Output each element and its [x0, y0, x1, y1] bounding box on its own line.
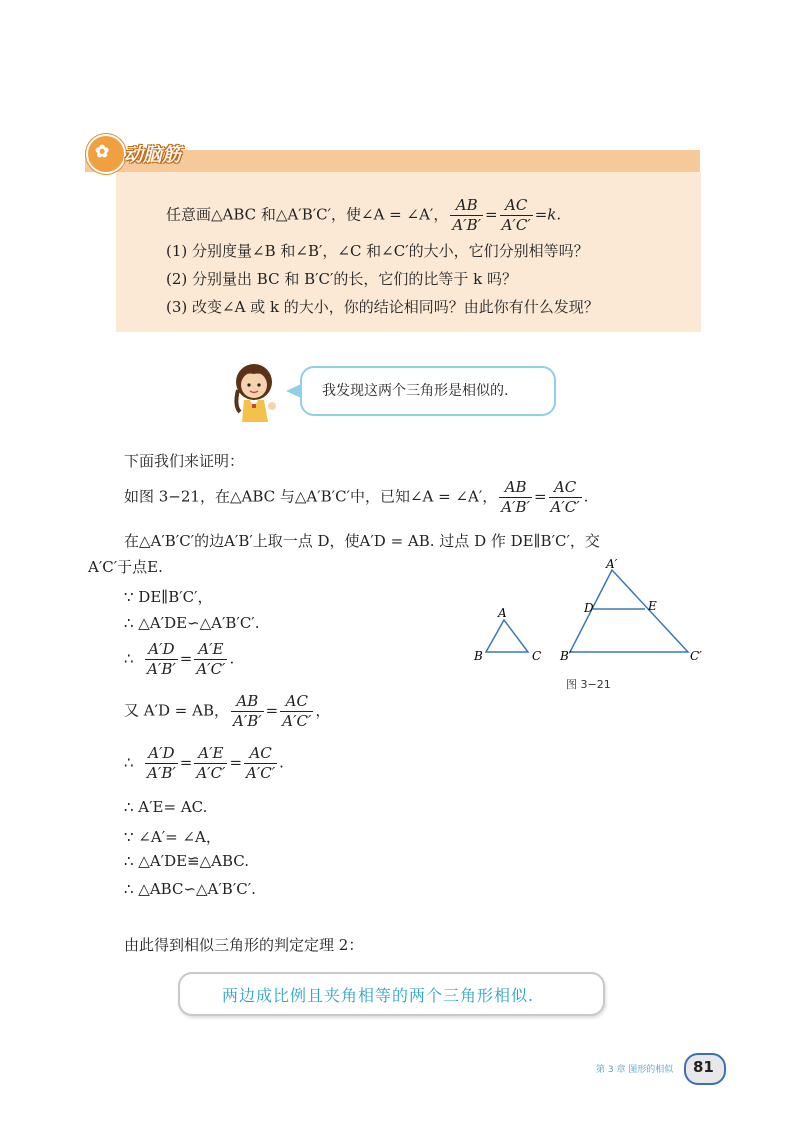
fraction: [145, 744, 178, 783]
equals-sign: =: [179, 649, 193, 668]
proof-step-8: ∴ △A′DE≌△ABC.: [124, 852, 250, 870]
fraction: [145, 640, 178, 679]
figure-3-21: [460, 556, 720, 676]
fraction: [499, 478, 532, 517]
fraction-denominator: A′B′: [147, 764, 176, 782]
fraction-denominator: A′C′: [282, 712, 312, 730]
proof-step-9: ∴ △ABC∽△A′B′C′.: [124, 880, 256, 898]
fraction-denominator: A′B′: [147, 660, 176, 678]
equals-sign: =: [265, 701, 279, 720]
fraction-numerator: AC: [244, 744, 277, 764]
speech-bubble-tail: [286, 384, 301, 398]
figure-caption: 图 3−21: [566, 678, 611, 691]
proof-intro: 下面我们来证明：: [124, 452, 245, 470]
equals-sign: =: [533, 487, 547, 506]
fraction-denominator: A′C′: [550, 498, 580, 516]
proof-construct-line2: A′C′于点E.: [88, 558, 163, 576]
fraction-denominator: A′B′: [452, 216, 481, 234]
thinking-line1-text: 任意画△ABC 和△A′B′C′，使∠A = ∠A′，: [166, 205, 449, 224]
proof-step-1: ∵ DE∥B′C′，: [124, 588, 213, 606]
fraction-numerator: AB: [499, 478, 532, 498]
proof-step-4-text: 又 A′D = AB，: [124, 701, 229, 720]
question-1: (1) 分别度量∠B 和∠B′，∠C 和∠C′的大小，它们分别相等吗？: [166, 242, 589, 260]
question-2: (2) 分别量出 BC 和 B′C′的长，它们的比等于 k 吗？: [166, 270, 518, 288]
speech-text: 我发现这两个三角形是相似的.: [322, 383, 509, 399]
comma: ，: [315, 701, 331, 720]
fraction: [194, 640, 227, 679]
label-d: D: [584, 601, 594, 615]
thinking-badge-icon: ✿: [86, 134, 126, 174]
fraction-numerator: AB: [450, 196, 483, 216]
fraction: [280, 692, 313, 731]
fraction-numerator: A′E: [194, 744, 227, 764]
therefore-symbol: ∴: [124, 649, 134, 668]
equals-sign: =: [485, 205, 498, 224]
fraction-numerator: AC: [500, 196, 533, 216]
proof-step-7: ∵ ∠A′= ∠A，: [124, 828, 221, 846]
fraction-numerator: AC: [280, 692, 313, 712]
proof-conclusion: 由此得到相似三角形的判定定理 2：: [124, 936, 364, 954]
fraction: [231, 692, 264, 731]
label-b: B: [474, 649, 483, 663]
fraction-numerator: A′D: [145, 640, 178, 660]
girl-illustration: [228, 360, 284, 424]
proof-step-2: ∴ △A′DE∽△A′B′C′.: [124, 614, 260, 632]
proof-step-6: ∴ A′E= AC.: [124, 798, 208, 816]
label-c: C: [532, 649, 542, 663]
proof-given: [124, 478, 588, 517]
fraction: [549, 478, 582, 517]
period: .: [279, 753, 284, 772]
fraction-denominator: A′C′: [246, 764, 276, 782]
therefore-symbol: ∴: [124, 753, 134, 772]
triangle-abc: [486, 620, 528, 652]
question-3: (3) 改变∠A 或 k 的大小，你的结论相同吗？由此你有什么发现？: [166, 298, 599, 316]
label-a-prime: A′: [606, 557, 618, 571]
fraction-numerator: AC: [549, 478, 582, 498]
label-c-prime: C′: [690, 649, 702, 663]
proof-given-text: 如图 3−21，在△ABC 与△A′B′C′中，已知∠A = ∠A′，: [124, 487, 498, 506]
fraction-numerator: AB: [231, 692, 264, 712]
fraction-numerator: A′D: [145, 744, 178, 764]
fraction: [244, 744, 277, 783]
fraction: [450, 196, 483, 235]
fraction-denominator: A′B′: [501, 498, 530, 516]
footer-chapter: 第 3 章 图形的相似: [596, 1065, 674, 1075]
page-number: 81: [693, 1058, 714, 1076]
thinking-title: 动脑筋: [124, 144, 182, 166]
fraction: [500, 196, 533, 235]
label-a: A: [498, 606, 507, 620]
fraction: [194, 744, 227, 783]
thinking-line1-end: =k.: [534, 205, 562, 224]
theorem-text: 两边成比例且夹角相等的两个三角形相似.: [222, 986, 535, 1005]
proof-given-end: .: [583, 487, 589, 506]
fraction-denominator: A′C′: [196, 764, 226, 782]
fraction-denominator: A′B′: [233, 712, 262, 730]
proof-construct-line1: 在△A′B′C′的边A′B′上取一点 D，使A′D = AB. 过点 D 作 DE∥B′C′，交: [124, 532, 600, 550]
fraction-numerator: A′E: [194, 640, 227, 660]
thinking-line1: [166, 196, 561, 235]
label-b-prime: B′: [560, 649, 572, 663]
equals-sign: =: [179, 753, 193, 772]
proof-step-4: [124, 692, 330, 731]
proof-step-5: [124, 744, 284, 783]
label-e: E: [648, 599, 657, 613]
fraction-denominator: A′C′: [196, 660, 226, 678]
period: .: [229, 649, 235, 668]
fraction-denominator: A′C′: [501, 216, 531, 234]
proof-step-3: [124, 640, 234, 679]
equals-sign: =: [229, 753, 243, 772]
